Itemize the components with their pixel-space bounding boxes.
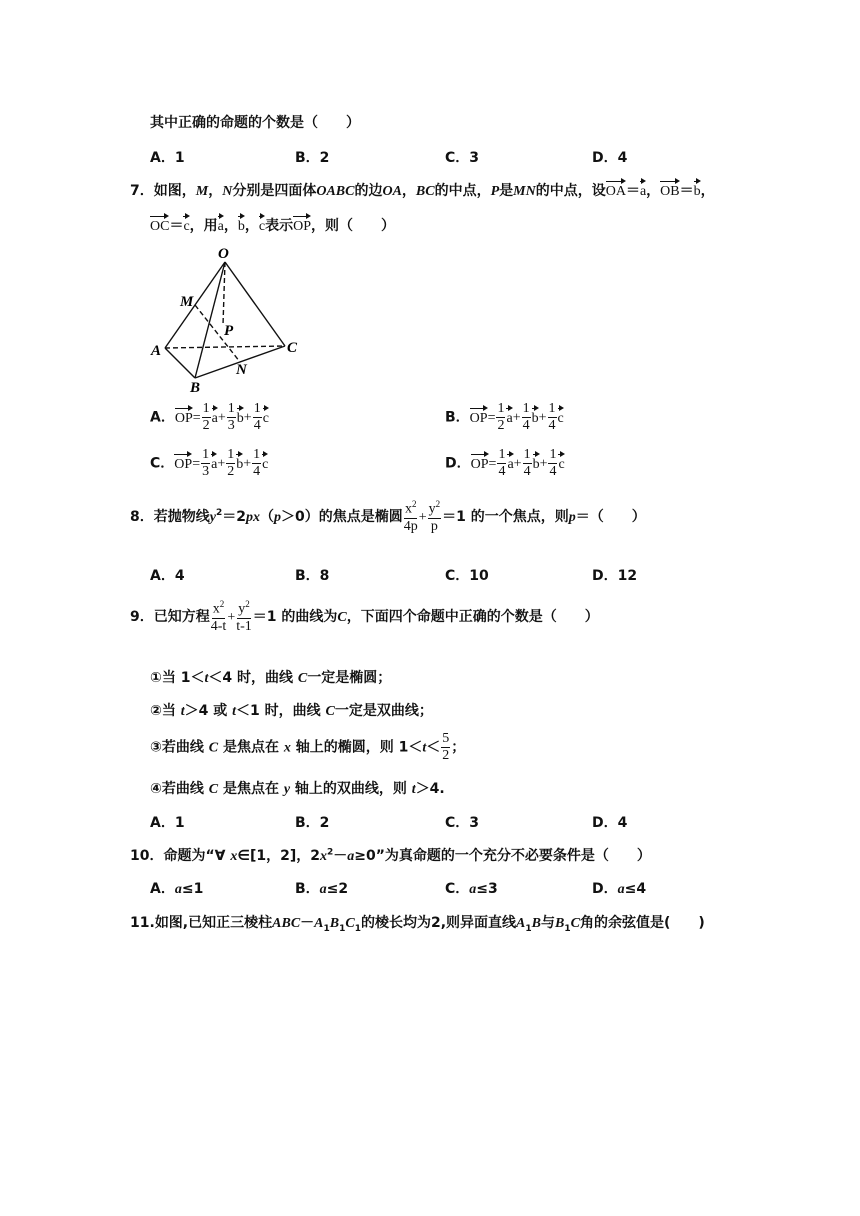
q7-option-d: D． OP= $\frac{1}{4}$ a+ $\frac{1}{4}$ b+ $\frac{1}{4}$ c	[445, 447, 565, 479]
q10-option-b: B．a≤2	[295, 881, 349, 897]
label-c: C	[287, 340, 298, 356]
q7-option-c: C． OP= $\frac{1}{3}$ a+ $\frac{1}{2}$ b+ $\frac{1}{4}$ c	[150, 447, 269, 479]
tetrahedron-figure	[148, 240, 308, 395]
q6-stem: 其中正确的命题的个数是（ ）	[150, 115, 360, 131]
label-b: B	[190, 380, 201, 395]
q9-item-1: ①当 1＜t＜4 时，曲线 C一定是椭圆；	[150, 670, 392, 686]
q7-stem-line1: 7．如图，M，N分别是四面体OABC的边OA，BC的中点，P是MN的中点，设 OA＝ a， OB＝ b，	[130, 180, 715, 200]
q11-stem: 11.如图,已知正三棱柱$ABC-A_1B_1C_1$的棱长均为2,则异面直线$A_1B$与$B_1C$角的余弦值是( )	[130, 915, 705, 934]
label-n: N	[236, 362, 247, 378]
q9-option-b: B．2	[295, 815, 330, 831]
label-p: P	[224, 323, 234, 339]
q8-option-c: C．10	[445, 568, 489, 584]
q7-stem-line2: OC＝ c，用 a， b， c表示 OP，则（ ）	[150, 215, 395, 235]
q9-option-a: A．1	[150, 815, 185, 831]
q9-item-2: ②当 t＞4 或 t＜1 时，曲线 C一定是双曲线；	[150, 703, 433, 719]
q8-option-b: B．8	[295, 568, 330, 584]
q9-option-d: D．4	[592, 815, 628, 831]
q7-option-b: B． OP= $\frac{1}{2}$ a+ $\frac{1}{4}$ b+ $\frac{1}{4}$ c	[445, 401, 564, 433]
q6-option-d: D．4	[592, 150, 628, 166]
q8-stem: 8．若抛物线$y^2=2px(p>0)$的焦点是椭圆 $\frac{x^2}{4p}$ + $\frac{y^2}{p}$ ＝1 的一个焦点，则p＝（ ）	[130, 499, 646, 534]
q10-option-c: C．a≤3	[445, 881, 498, 897]
q6-option-a: A．1	[150, 150, 185, 166]
vector-a: a	[640, 184, 646, 200]
vector-oc: OC	[150, 219, 169, 235]
q8-option-d: D．12	[592, 568, 638, 584]
q10-option-d: D．a≤4	[592, 881, 647, 897]
vector-oa: OA	[606, 184, 626, 200]
q10-stem: 10．命题为“∀ x∈[1，2]，$2x^2-a\ge 0$”为真命题的一个充分不必要条件是（ ）	[130, 847, 651, 864]
q9-option-c: C．3	[445, 815, 480, 831]
vector-ob: OB	[660, 184, 679, 200]
q9-stem: 9．已知方程 $\frac{x^2}{4-t}$ + $\frac{y^2}{t-1}$ ＝1 的曲线为C，下面四个命题中正确的个数是（ ）	[130, 599, 599, 634]
vector-c: c	[183, 219, 189, 235]
vector-op: OP	[293, 219, 311, 235]
q7-option-a: A． OP= $\frac{1}{2}$ a+ $\frac{1}{3}$ b+ $\frac{1}{4}$ c	[150, 401, 269, 433]
label-a: A	[151, 343, 162, 359]
q10-option-a: A．a≤1	[150, 881, 204, 897]
q9-item-4: ④若曲线 C 是焦点在 y 轴上的双曲线，则 t＞4.	[150, 781, 445, 797]
q9-item-3: ③若曲线 C 是焦点在 x 轴上的椭圆，则 1＜t＜ $\frac{5}{2}$ ；	[150, 731, 466, 763]
q6-option-c: C．3	[445, 150, 480, 166]
label-m: M	[180, 294, 194, 310]
vector-b: b	[694, 184, 701, 200]
label-o: O	[218, 246, 229, 262]
q6-option-b: B．2	[295, 150, 330, 166]
q8-option-a: A．4	[150, 568, 185, 584]
